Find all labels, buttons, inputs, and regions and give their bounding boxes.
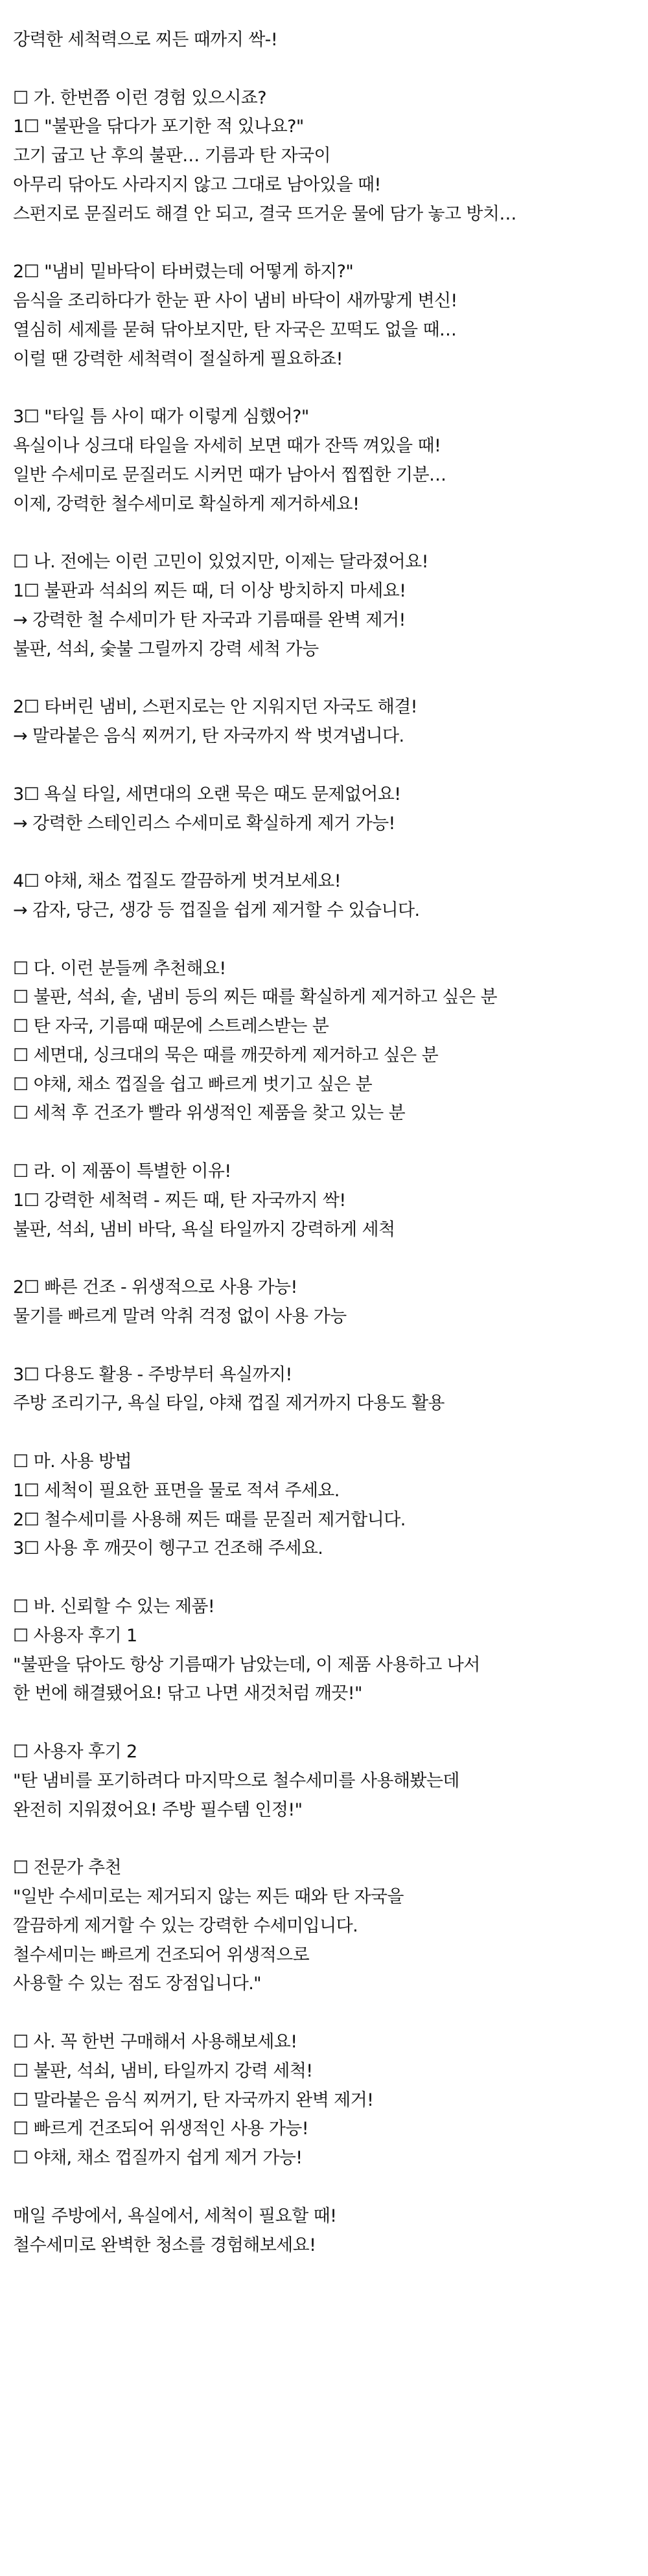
text-line: ☐ 바. 신뢰할 수 있는 제품! <box>13 1597 215 1617</box>
text-line: ☐ 나. 전에는 이런 고민이 있었지만, 이제는 달라졌어요! <box>13 552 428 573</box>
text-line: 2☐ "냄비 밑바닥이 타버렸는데 어떻게 하지?" <box>13 262 354 282</box>
text-line: ☐ 세면대, 싱크대의 묵은 때를 깨끗하게 제거하고 싶은 분 <box>13 1045 439 1066</box>
blank-line <box>13 2173 635 2202</box>
text-line: ☐ 야채, 채소 껍질을 쉽고 빠르게 벗기고 싶은 분 <box>13 1074 373 1095</box>
blank-line <box>13 1128 635 1157</box>
text-line: ☐ 다. 이런 분들께 추천해요! <box>13 958 226 979</box>
text-line: ☐ 사용자 후기 1 <box>13 1625 137 1646</box>
text-line: 이럴 땐 강력한 세척력이 절실하게 필요하죠! <box>13 348 343 369</box>
text-line: 아무리 닦아도 사라지지 않고 그대로 남아있을 때! <box>13 174 381 195</box>
text-line: 1☐ 강력한 세척력 - 찌든 때, 탄 자국까지 싹! <box>13 1190 346 1211</box>
text-line: ☐ 말라붙은 음식 찌꺼기, 탄 자국까지 완벽 제거! <box>13 2090 374 2110</box>
text-line: ☐ 세척 후 건조가 빨라 위생적인 제품을 찾고 있는 분 <box>13 1103 406 1124</box>
text-line: 스펀지로 문질러도 해결 안 되고, 결국 뜨거운 물에 담가 놓고 방치… <box>13 203 516 224</box>
text-line: 물기를 빠르게 말려 악취 걱정 없이 사용 가능 <box>13 1306 347 1327</box>
blank-line <box>13 665 635 694</box>
text-line: ☐ 빠르게 건조되어 위생적인 사용 가능! <box>13 2119 308 2139</box>
text-line: ☐ 야채, 채소 껍질까지 쉽게 제거 가능! <box>13 2148 303 2169</box>
text-line: ☐ 마. 사용 방법 <box>13 1452 132 1472</box>
blank-line <box>13 55 635 84</box>
text-line: 1☐ 세척이 필요한 표면을 물로 적셔 주세요. <box>13 1480 340 1501</box>
blank-line <box>13 751 635 781</box>
text-line: 주방 조리기구, 욕실 타일, 야채 껍질 제거까지 다용도 활용 <box>13 1393 445 1414</box>
text-line: "불판을 닦아도 항상 기름때가 남았는데, 이 제품 사용하고 나서 <box>13 1654 480 1675</box>
text-line: 불판, 석쇠, 냄비 바닥, 욕실 타일까지 강력하게 세척 <box>13 1219 395 1240</box>
blank-line <box>13 1825 635 1854</box>
blank-line <box>13 926 635 955</box>
text-line: 1☐ "불판을 닦다가 포기한 적 있나요?" <box>13 117 304 137</box>
text-line: 3☐ 다용도 활용 - 주방부터 욕실까지! <box>13 1364 292 1385</box>
blank-line <box>13 229 635 258</box>
text-line: 완전히 지워졌어요! 주방 필수템 인정!" <box>13 1799 303 1820</box>
text-line: 강력한 세척력으로 찌든 때까지 싹-! <box>13 30 278 50</box>
text-line: ☐ 사. 꼭 한번 구매해서 사용해보세요! <box>13 2031 297 2052</box>
text-line: 욕실이나 싱크대 타일을 자세히 보면 때가 잔뜩 껴있을 때! <box>13 436 441 457</box>
text-line: ☐ 가. 한번쯤 이런 경험 있으시죠? <box>13 87 267 108</box>
text-line: ☐ 탄 자국, 기름때 때문에 스트레스받는 분 <box>13 1016 329 1037</box>
text-line: 불판, 석쇠, 숯불 그릴까지 강력 세척 가능 <box>13 639 319 659</box>
text-line: 2☐ 타버린 냄비, 스펀지로는 안 지워지던 자국도 해결! <box>13 697 417 718</box>
text-line: ☐ 사용자 후기 2 <box>13 1742 137 1762</box>
text-line: 2☐ 빠른 건조 - 위생적으로 사용 가능! <box>13 1277 297 1298</box>
text-line: 이제, 강력한 철수세미로 확실하게 제거하세요! <box>13 494 360 514</box>
text-line: 매일 주방에서, 욕실에서, 세척이 필요할 때! <box>13 2206 337 2226</box>
text-line: 열심히 세제를 묻혀 닦아보지만, 탄 자국은 꼬떡도 없을 때… <box>13 319 457 340</box>
document-body <box>13 26 635 2260</box>
text-line: 사용할 수 있는 점도 장점입니다." <box>13 1974 261 1994</box>
text-line: → 감자, 당근, 생강 등 껍질을 쉽게 제거할 수 있습니다. <box>13 900 420 920</box>
text-line: 고기 굽고 난 후의 불판… 기름과 탄 자국이 <box>13 146 330 166</box>
text-line: 3☐ 사용 후 깨끗이 헹구고 건조해 주세요. <box>13 1538 323 1559</box>
text-line: 4☐ 야채, 채소 껍질도 깔끔하게 벗겨보세요! <box>13 871 341 892</box>
text-line: ☐ 라. 이 제품이 특별한 이유! <box>13 1161 231 1182</box>
text-line: → 말라붙은 음식 찌꺼기, 탄 자국까지 싹 벗겨냅니다. <box>13 726 404 747</box>
text-line: "일반 수세미로는 제거되지 않는 찌든 때와 탄 자국을 <box>13 1887 404 1907</box>
text-line: 깔끔하게 제거할 수 있는 강력한 수세미입니다. <box>13 1915 358 1936</box>
text-line: 철수세미는 빠르게 건조되어 위생적으로 <box>13 1944 310 1965</box>
blank-line <box>13 1419 635 1448</box>
text-line: 3☐ 욕실 타일, 세면대의 오랜 묵은 때도 문제없어요! <box>13 784 401 804</box>
blank-line <box>13 519 635 549</box>
text-line: 2☐ 철수세미를 사용해 찌든 때를 문질러 제거합니다. <box>13 1509 406 1530</box>
blank-line <box>13 1564 635 1593</box>
text-line: 일반 수세미로 문질러도 시커먼 때가 남아서 찝찝한 기분… <box>13 464 446 485</box>
text-line: → 강력한 스테인리스 수세미로 확실하게 제거 가능! <box>13 813 395 834</box>
text-line: 한 번에 해결됐어요! 닦고 나면 새것처럼 깨끗!" <box>13 1683 362 1704</box>
blank-line <box>13 1244 635 1273</box>
blank-line <box>13 1999 635 2028</box>
text-line: "탄 냄비를 포기하려다 마지막으로 철수세미를 사용해봤는데 <box>13 1770 459 1791</box>
blank-line <box>13 1332 635 1361</box>
blank-line <box>13 374 635 404</box>
text-line: ☐ 전문가 추천 <box>13 1858 121 1878</box>
blank-line <box>13 1709 635 1738</box>
text-line: 3☐ "타일 틈 사이 때가 이렇게 심했어?" <box>13 407 309 427</box>
blank-line <box>13 838 635 867</box>
text-line: → 강력한 철 수세미가 탄 자국과 기름때를 완벽 제거! <box>13 610 406 630</box>
text-line: 음식을 조리하다가 한눈 판 사이 냄비 바닥이 새까맣게 변신! <box>13 291 457 312</box>
text-line: 철수세미로 완벽한 청소를 경험해보세요! <box>13 2235 316 2255</box>
text-line: 1☐ 불판과 석쇠의 찌든 때, 더 이상 방치하지 마세요! <box>13 581 406 602</box>
text-line: ☐ 불판, 석쇠, 솥, 냄비 등의 찌든 때를 확실하게 제거하고 싶은 분 <box>13 987 497 1008</box>
text-line: ☐ 불판, 석쇠, 냄비, 타일까지 강력 세척! <box>13 2060 313 2081</box>
